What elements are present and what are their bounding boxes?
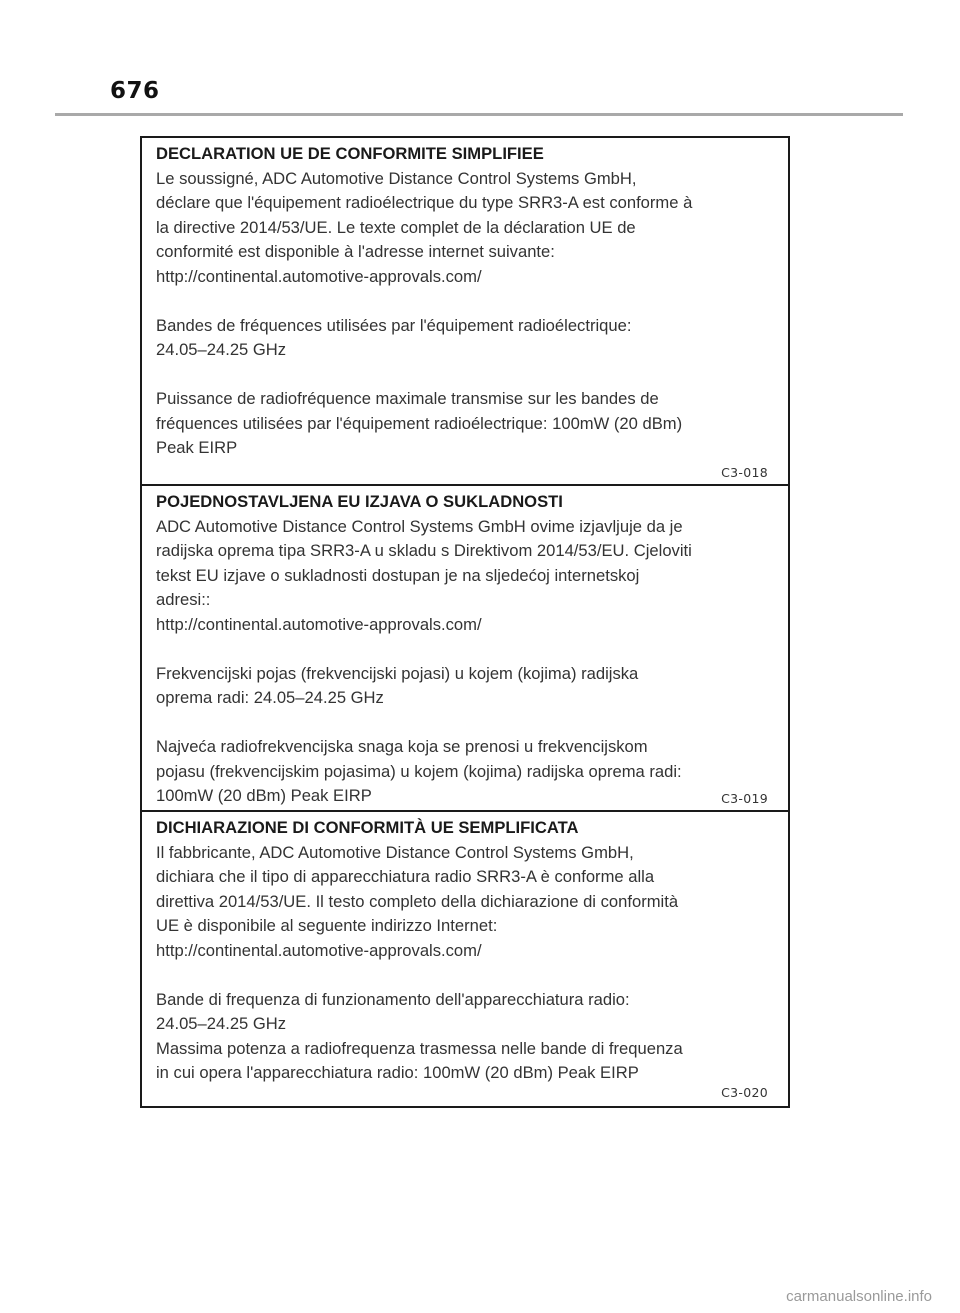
declaration-line: Massima potenza a radiofrequenza trasmessa nelle bande di frequenza <box>156 1038 683 1058</box>
watermark-text: carmanualsonline.info <box>786 1288 932 1305</box>
declaration-line: Najveća radiofrekvencijska snaga koja se prenosi u frekvencijskom <box>156 737 648 756</box>
declaration-body <box>156 490 782 809</box>
declaration-line: Bandes de fréquences utilisées par l'équipement radioélectrique: <box>156 315 632 335</box>
page-number: 676 <box>110 78 160 104</box>
declaration-title: POJEDNOSTAVLJENA EU IZJAVA O SUKLADNOSTI <box>156 492 563 511</box>
declaration-line: déclare que l'équipement radioélectrique du type SRR3-A est conforme à <box>156 193 693 212</box>
declaration-line: la directive 2014/53/UE. Le texte complet de la déclaration UE de <box>156 217 636 237</box>
paragraph-gap <box>156 363 782 388</box>
declaration-line: Puissance de radiofréquence maximale transmise sur les bandes de <box>156 389 659 408</box>
section-code: C3-020 <box>721 1085 768 1100</box>
declaration-line: pojasu (frekvencijskim pojasima) u kojem (kojima) radijska oprema radi: <box>156 761 682 781</box>
declaration-line: oprema radi: 24.05–24.25 GHz <box>156 688 384 707</box>
declaration-line: Frekvencijski pojas (frekvencijski pojasi) u kojem (kojima) radijska <box>156 663 639 683</box>
declaration-line: conformité est disponible à l'adresse internet suivante: <box>156 242 555 261</box>
declaration-line: direttiva 2014/53/UE. Il testo completo della dichiarazione di conformità <box>156 891 679 911</box>
declaration-section-hr <box>142 484 788 810</box>
paragraph-gap <box>156 637 782 662</box>
declaration-body <box>156 142 782 461</box>
declaration-table <box>140 136 790 1108</box>
declaration-title: DECLARATION UE DE CONFORMITE SIMPLIFIEE <box>156 144 544 163</box>
declaration-line: fréquences utilisées par l'équipement radioélectrique: 100mW (20 dBm) <box>156 413 683 433</box>
declaration-url: http://continental.automotive-approvals.com/ <box>156 614 482 634</box>
declaration-line: Le soussigné, ADC Automotive Distance Control Systems GmbH, <box>156 168 637 188</box>
paragraph-gap <box>156 963 782 988</box>
declaration-section-fr <box>142 138 788 484</box>
declaration-line: ADC Automotive Distance Control Systems GmbH ovime izjavljuje da je <box>156 516 683 536</box>
declaration-line: Il fabbricante, ADC Automotive Distance Control Systems GmbH, <box>156 842 634 862</box>
declaration-line: 24.05–24.25 GHz <box>156 1014 287 1033</box>
section-code: C3-018 <box>721 465 768 480</box>
declaration-title: DICHIARAZIONE DI CONFORMITÀ UE SEMPLIFICATA <box>156 818 579 837</box>
declaration-body <box>156 816 782 1086</box>
declaration-url: http://continental.automotive-approvals.com/ <box>156 940 482 960</box>
paragraph-gap <box>156 289 782 314</box>
declaration-line: in cui opera l'apparecchiatura radio: 100mW (20 dBm) Peak EIRP <box>156 1063 639 1082</box>
declaration-line: Bande di frequenza di funzionamento dell'apparecchiatura radio: <box>156 989 630 1009</box>
declaration-url: http://continental.automotive-approvals.com/ <box>156 266 482 286</box>
declaration-line: radijska oprema tipa SRR3-A u skladu s Direktivom 2014/53/EU. Cjeloviti <box>156 541 692 560</box>
header-rule <box>55 113 903 116</box>
declaration-line: tekst EU izjave o sukladnosti dostupan je na sljedećoj internetskoj <box>156 565 640 585</box>
declaration-line: dichiara che il tipo di apparecchiatura radio SRR3-A è conforme alla <box>156 867 655 886</box>
paragraph-gap <box>156 711 782 736</box>
declaration-line: adresi:: <box>156 590 211 609</box>
declaration-line: UE è disponibile al seguente indirizzo Internet: <box>156 916 498 935</box>
declaration-line: Peak EIRP <box>156 438 238 457</box>
declaration-section-it <box>142 810 788 1106</box>
declaration-line: 100mW (20 dBm) Peak EIRP <box>156 786 372 805</box>
declaration-line: 24.05–24.25 GHz <box>156 340 287 359</box>
section-code: C3-019 <box>721 791 768 806</box>
